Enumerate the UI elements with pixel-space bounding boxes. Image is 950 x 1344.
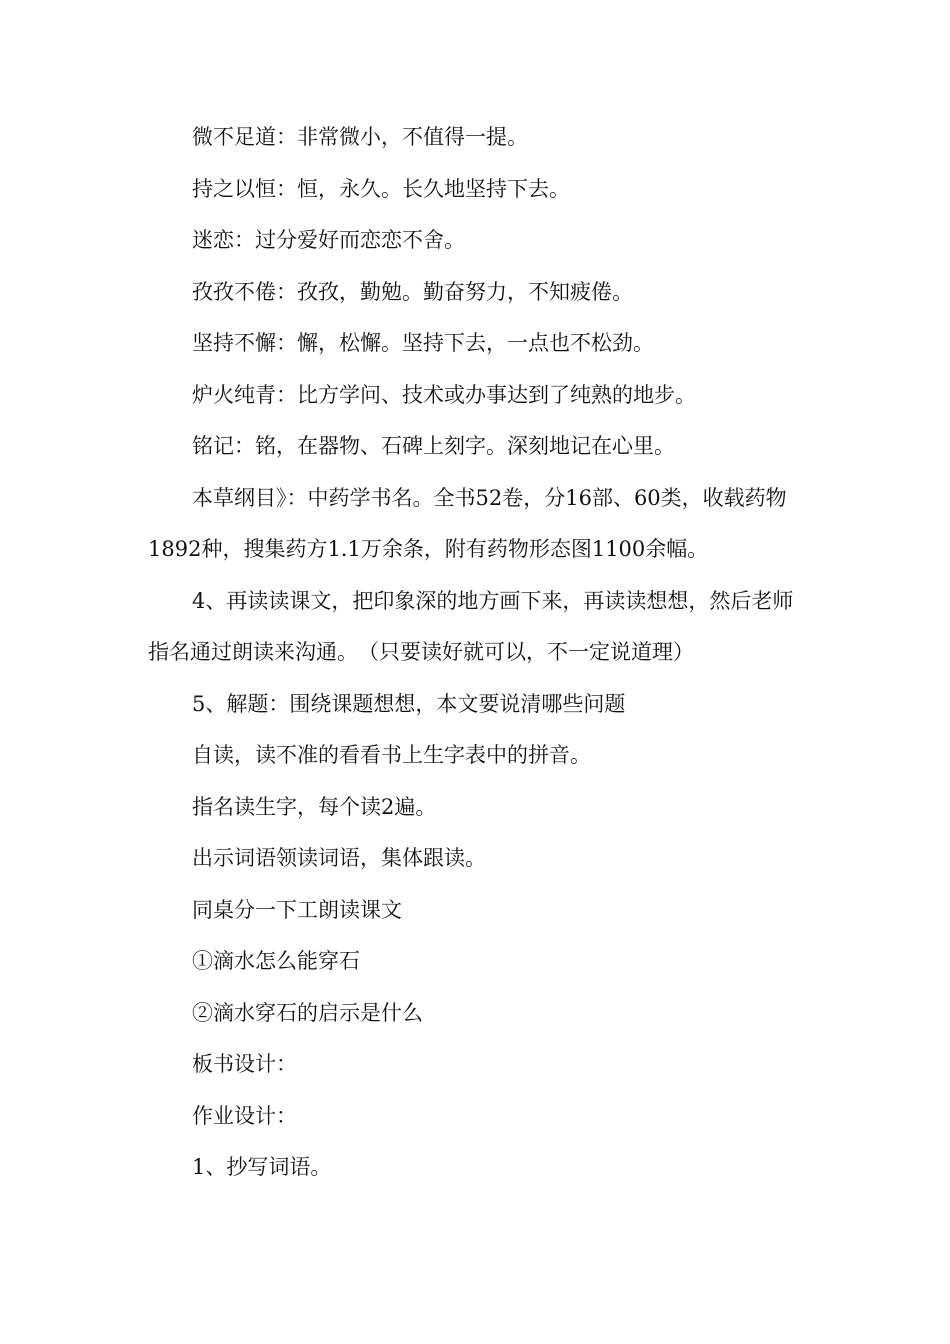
paragraph-bencaogangmu: 本草纲目》：中药学书名。全书52卷，分16部、60类，收载药物1892种，搜集药方1.1万余条，附有药物形态图1100余幅。 [148, 485, 787, 561]
paragraph-term-chizhiyiheng: 持之以恒：恒，永久。长久地坚持下去。 [192, 176, 570, 201]
paragraph-homework-1: 1、抄写词语。 [192, 1155, 332, 1179]
paragraph-partner-reading: 同桌分一下工朗读课文 [192, 897, 402, 922]
paragraph-term-zizibujuan: 孜孜不倦：孜孜，勤勉。勤奋努力，不知疲倦。 [192, 279, 633, 304]
document-body [148, 112, 798, 1194]
paragraph-step-4: 4、再读读课文，把印象深的地方画下来，再读读想想，然后老师指名通过朗读来沟通。 （只要读好就可以，不一定说道理） [148, 588, 794, 664]
paragraph-question-1: ①滴水怎么能穿石 [192, 949, 360, 973]
paragraph-question-2: ②滴水穿石的启示是什么 [192, 1000, 423, 1025]
paragraph-term-weibuzudao: 微不足道：非常微小，不值得一提。 [192, 125, 528, 149]
paragraph-step-5: 5、解题：围绕课题想想，本文要说清哪些问题 [192, 691, 626, 716]
paragraph-read-characters: 指名读生字，每个读2遍。 [192, 794, 437, 819]
paragraph-term-mingji: 铭记：铭，在器物、石碑上刻字。深刻地记在心里。 [192, 434, 675, 458]
paragraph-term-milian: 迷恋：过分爱好而恋恋不舍。 [192, 228, 465, 252]
paragraph-self-read: 自读，读不准的看看书上生字表中的拼音。 [192, 743, 591, 767]
paragraph-homework-design: 作业设计： [192, 1103, 297, 1128]
paragraph-term-jianchibuxie: 坚持不懈：懈，松懈。坚持下去，一点也不松劲。 [192, 331, 654, 355]
paragraph-lead-reading: 出示词语领读词语，集体跟读。 [192, 846, 486, 870]
paragraph-term-luhuochunqing: 炉火纯青：比方学问、技术或办事达到了纯熟的地步。 [192, 382, 696, 407]
paragraph-board-design: 板书设计： [192, 1052, 297, 1076]
